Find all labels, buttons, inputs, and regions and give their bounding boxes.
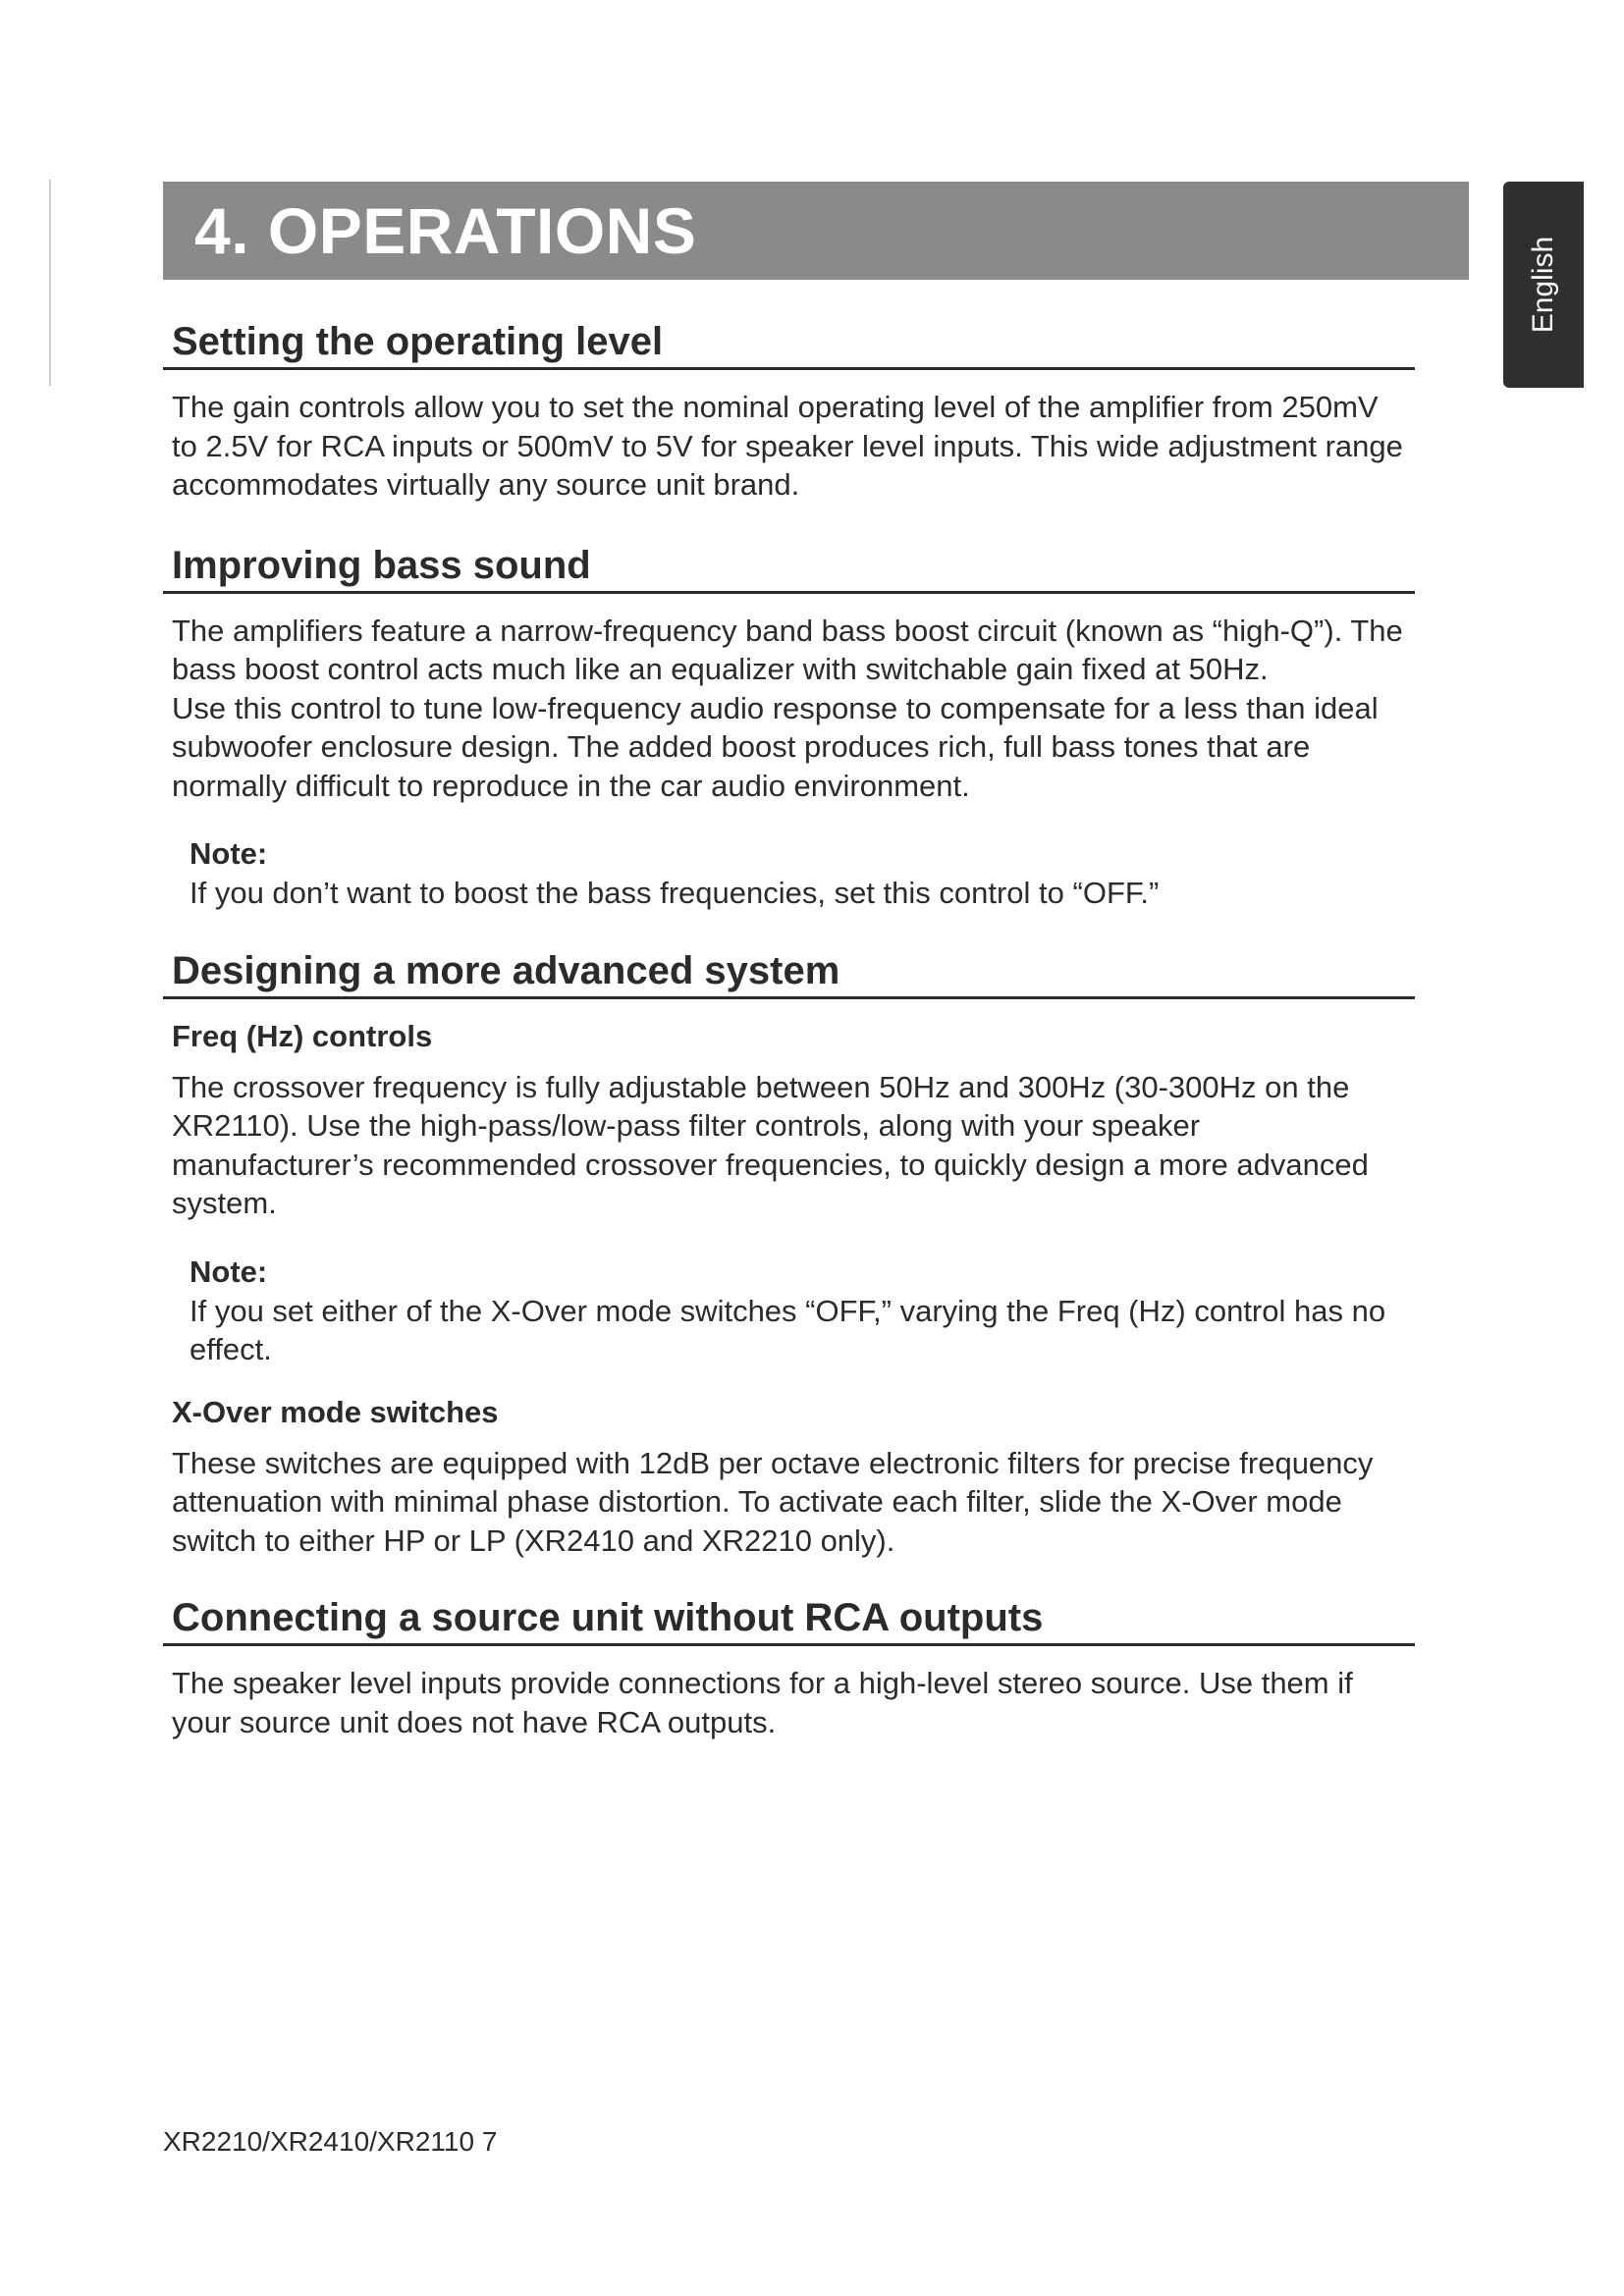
language-tab-label: English [1527, 236, 1559, 334]
operating-level-paragraph: The gain controls allow you to set the nominal operating level of the amplifier from 250mV to 2.5V for RCA inputs or 500mV to 5V for speaker level inputs. This wide adjustment range accommodates virtually any source unit brand. [172, 390, 1403, 502]
bass-paragraph-2: Use this control to tune low-frequency audio response to compensate for a less than ideal subwoofer enclosure design. The added boost produces rich, full bass tones that are normally difficult to reproduce in the car audio environment. [172, 690, 1379, 803]
page-content [163, 316, 1415, 1741]
section-heading-source-unit: Connecting a source unit without RCA outputs [163, 1592, 1415, 1646]
source-unit-paragraph: The speaker level inputs provide connections for a high-level stereo source. Use them if your source unit does not have RCA outputs. [172, 1666, 1353, 1739]
bass-note-text: If you don’t want to boost the bass frequencies, set this control to “OFF.” [189, 876, 1160, 910]
xover-switches-heading: X-Over mode switches [172, 1394, 499, 1429]
xover-switches-paragraph: These switches are equipped with 12dB per octave electronic filters for precise frequency attenuation with minimal phase distortion. To activate each filter, slide the X-Over mode switch to either HP or LP (XR2410 and XR2210 only). [172, 1445, 1374, 1558]
advanced-note-text: If you set either of the X-Over mode switches “OFF,” varying the Freq (Hz) control has no effect. [189, 1293, 1386, 1366]
bass-paragraph-1: The amplifiers feature a narrow-frequency band bass boost circuit (known as “high-Q”). The bass boost control acts much like an equalizer with switchable gain fixed at 50Hz. [172, 613, 1403, 686]
chapter-header [163, 182, 1469, 280]
advanced-note-label: Note: [189, 1254, 268, 1289]
bass-note-label: Note: [189, 836, 268, 871]
chapter-title: 4. OPERATIONS [194, 194, 697, 267]
margin-rule [49, 180, 51, 386]
section-heading-bass: Improving bass sound [163, 540, 1415, 594]
bass-note [163, 834, 1415, 913]
freq-controls-paragraph: The crossover frequency is fully adjustable between 50Hz and 300Hz (30-300Hz on the XR2110). Use the high-pass/low-pass filter controls, along with your speaker manufacturer’s recommended crossover frequencies, to quickly design a more advanced system. [172, 1069, 1369, 1220]
freq-controls-heading: Freq (Hz) controls [172, 1018, 433, 1053]
page-footer: XR2210/XR2410/XR2110 7 [163, 2126, 498, 2157]
language-tab [1503, 182, 1584, 388]
section-heading-advanced: Designing a more advanced system [163, 945, 1415, 999]
section-heading-operating-level: Setting the operating level [163, 316, 1415, 370]
advanced-note [163, 1253, 1415, 1369]
